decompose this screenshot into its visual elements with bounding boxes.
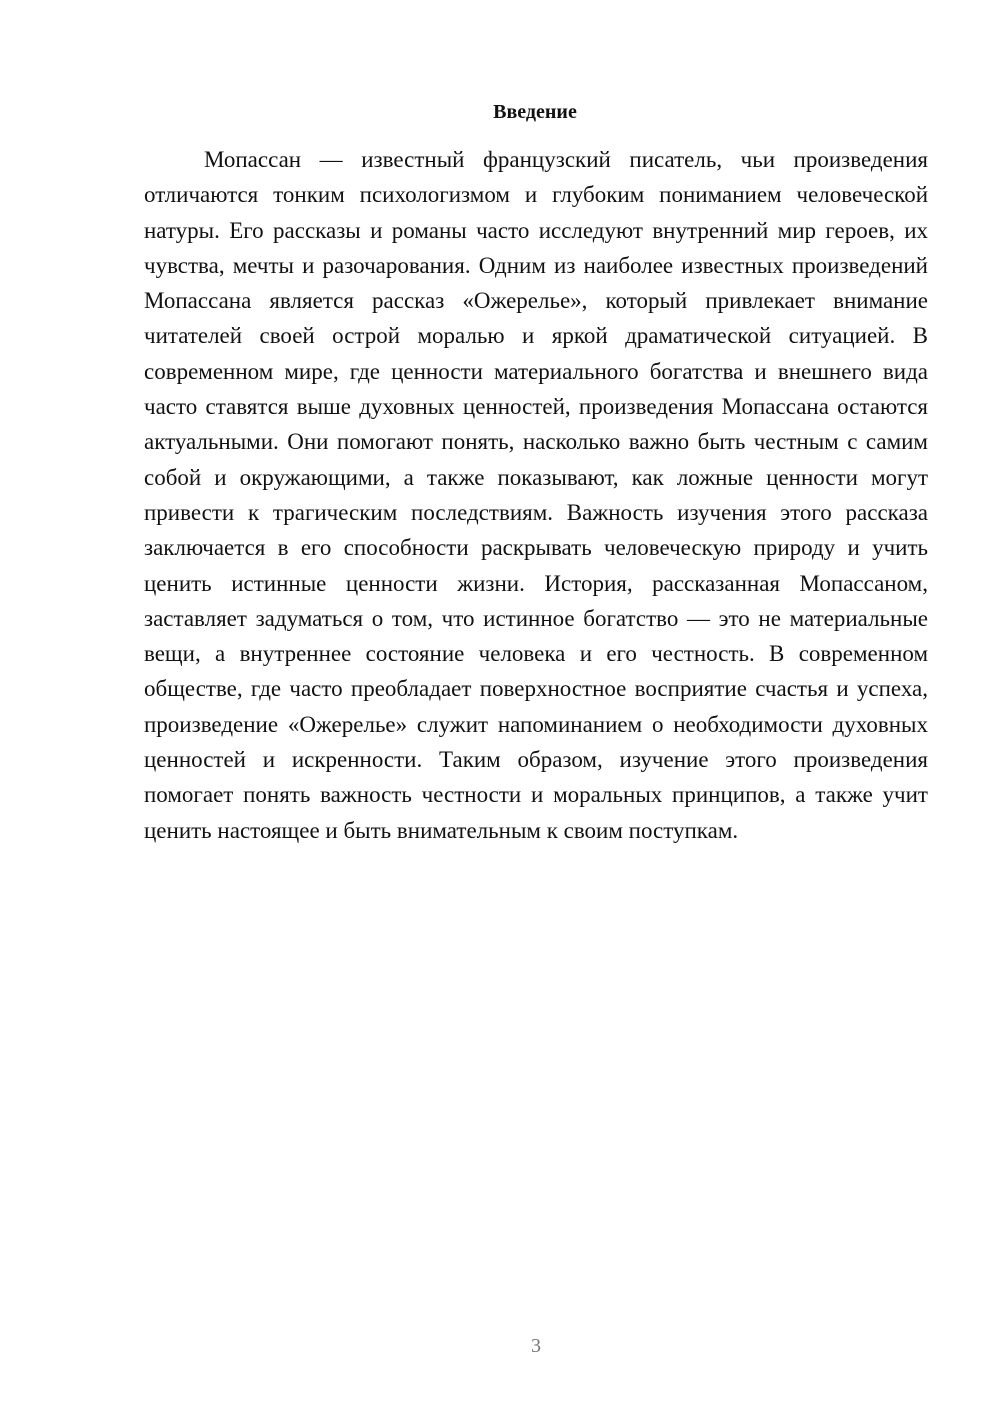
page-number: 3 xyxy=(531,1335,541,1357)
section-heading: Введение xyxy=(493,101,577,123)
body-paragraph: Мопассан — известный французский писатель, чьи произведения отличаются тонким психологизмом и глубоким пониманием человеческой натуры. Его рассказы и романы часто исследуют внутренний мир героев, их чувства, мечты и разочарования. Одним из наиболее известных произведений Мопассана является рассказ «Ожерелье», который привлекает внимание читателей своей острой моралью и яркой драматической ситуацией. В современном мире, где ценности материального богатства и внешнего вида часто ставятся выше духовных ценностей, произведения Мопассана остаются актуальными. Они помогают понять, насколько важно быть честным с самим собой и окружающими, а также показывают, как ложные ценности могут привести к трагическим последствиям. Важность изучения этого рассказа заключается в его способности раскрывать человеческую природу и учить ценить истинные ценности жизни. История, рассказанная Мопассаном, заставляет задуматься о том, что истинное богатство — это не материальные вещи, а внутреннее состояние человека и его честность. В современном обществе, где часто преобладает поверхностное восприятие счастья и успеха, произведение «Ожерелье» служит напоминанием о необходимости духовных ценностей и искренности. Таким образом, изучение этого произведения помогает понять важность честности и моральных принципов, а также учит ценить настоящее и быть внимательным к своим поступкам. xyxy=(144,147,928,843)
